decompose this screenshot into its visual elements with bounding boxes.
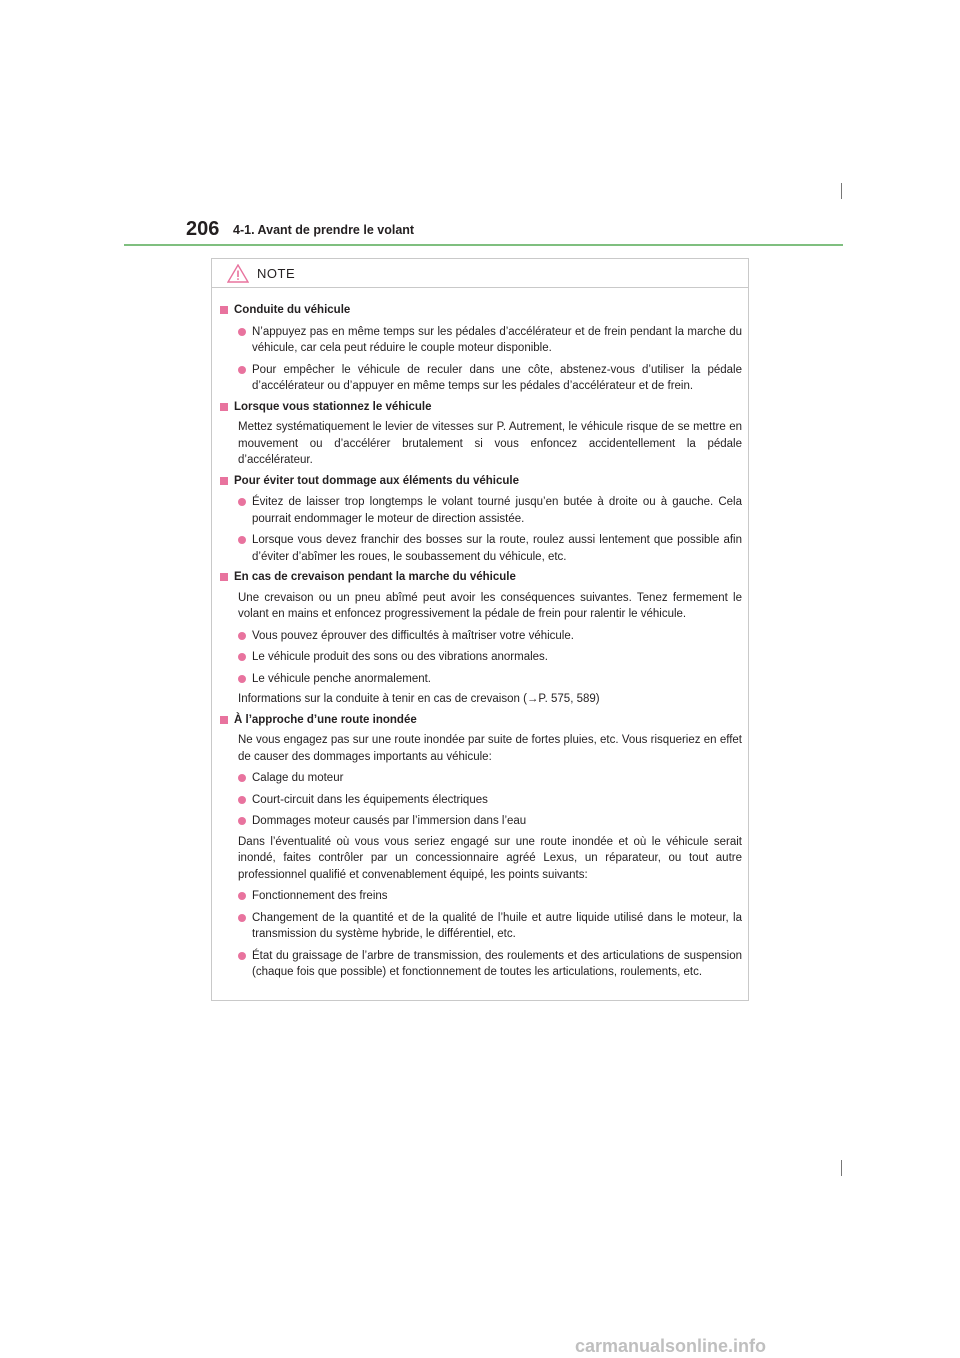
bullet-text: Évitez de laisser trop longtemps le volant tourné jusqu’en butée à droite ou à gauche. Cela pourrait endommager le moteur de direction assistée. [252,496,742,525]
bullet-text: Changement de la quantité et de la qualité de l’huile et autre liquide utilisé dans le moteur, la transmission du système hybride, le différentiel, etc. [252,911,742,940]
bullet-text: Fonctionnement des freins [252,890,388,902]
list-item [238,948,742,981]
bullet-text: Court-circuit dans les équipements électriques [252,793,488,806]
header-rule [124,244,843,246]
round-bullet-icon [238,796,246,804]
list-item [238,792,742,809]
paragraph: Informations sur la conduite à tenir en cas de crevaison (→P. 575, 589) [238,693,600,705]
list-item [238,362,742,395]
warning-triangle-icon [227,264,249,283]
bullet-text: N’appuyez pas en même temps sur les pédales d’accélérateur et de frein pendant la marche du véhicule, car cela peut réduire le couple moteur disponible. [252,325,742,354]
bullet-text: Dommages moteur causés par l’immersion dans l’eau [252,815,527,827]
note-header [212,259,748,288]
bullet-text: Calage du moteur [252,772,344,784]
list-item [238,494,742,527]
square-bullet-icon [220,573,228,581]
list-item [238,649,742,666]
section-heading: En cas de crevaison pendant la marche du véhicule [220,569,742,586]
paragraph: Ne vous engagez pas sur une route inondée par suite de fortes pluies, etc. Vous risqueriez en effet de causer des dommages importants au véhicule: [238,734,742,763]
section-heading: À l’approche d’une route inondée [220,712,742,729]
square-bullet-icon [220,306,228,314]
round-bullet-icon [238,817,246,825]
list-item [238,910,742,943]
bullet-text: Lorsque vous devez franchir des bosses sur la route, roulez aussi lentement que possible afin d’éviter d’abîmer les roues, le soubassement du véhicule, etc. [252,534,742,563]
square-bullet-icon [220,477,228,485]
square-bullet-icon [220,403,228,411]
bullet-text: État du graissage de l’arbre de transmission, des roulements et des articulations de suspension (chaque fois que possible) et fonctionnement de toutes les articulations, roulements, etc. [252,949,742,978]
crop-mark-bottom [841,1160,842,1176]
section-title: 4-1. Avant de prendre le volant [233,223,415,237]
note-title: NOTE [257,265,296,281]
round-bullet-icon [238,536,246,544]
round-bullet-icon [238,366,246,374]
square-bullet-icon [220,716,228,724]
note-body [212,288,748,981]
paragraph: Dans l’éventualité où vous vous seriez engagé sur une route inondée et où le véhicule serait inondé, faites contrôler par un concessionnaire agréé Lexus, un réparateur, ou tout autre professionnel qualifié et convenablement équipé, les points suivants: [238,835,742,881]
round-bullet-icon [238,632,246,640]
list-item [238,532,742,565]
note-box [211,258,749,1001]
round-bullet-icon [238,653,246,661]
list-item [238,888,742,905]
list-item [238,628,742,645]
round-bullet-icon [238,328,246,336]
bullet-text: Vous pouvez éprouver des difficultés à maîtriser votre véhicule. [252,629,574,642]
section-heading: Lorsque vous stationnez le véhicule [220,399,742,416]
section-heading: Conduite du véhicule [220,302,742,319]
list-item [238,813,742,830]
watermark: carmanualsonline.info [575,1336,767,1356]
paragraph: Une crevaison ou un pneu abîmé peut avoir les conséquences suivantes. Tenez fermement le volant en mains et enfoncez progressivement la pédale de frein pour ralentir le véhicule. [238,591,742,620]
round-bullet-icon [238,774,246,782]
round-bullet-icon [238,675,246,683]
bullet-text: Le véhicule produit des sons ou des vibrations anormales. [252,651,548,663]
round-bullet-icon [238,892,246,900]
crop-mark-top [841,183,842,199]
round-bullet-icon [238,952,246,960]
section-heading: Pour éviter tout dommage aux éléments du véhicule [220,473,742,490]
page-number: 206 [186,218,220,240]
round-bullet-icon [238,914,246,922]
bullet-text: Le véhicule penche anormalement. [252,672,432,685]
bullet-text: Pour empêcher le véhicule de reculer dans une côte, abstenez-vous d’utiliser la pédale d’accélérateur ou d’appuyer en même temps sur les pédales d’accélérateur et de frein. [252,363,742,392]
list-item [238,671,742,688]
round-bullet-icon [238,498,246,506]
list-item [238,324,742,357]
paragraph: Mettez systématiquement le levier de vitesses sur P. Autrement, le véhicule risque de se mettre en mouvement ou d’accélérer brutalement si vous enfoncez accidentellement la pédale d’accélérateur. [238,421,742,466]
list-item [238,770,742,787]
